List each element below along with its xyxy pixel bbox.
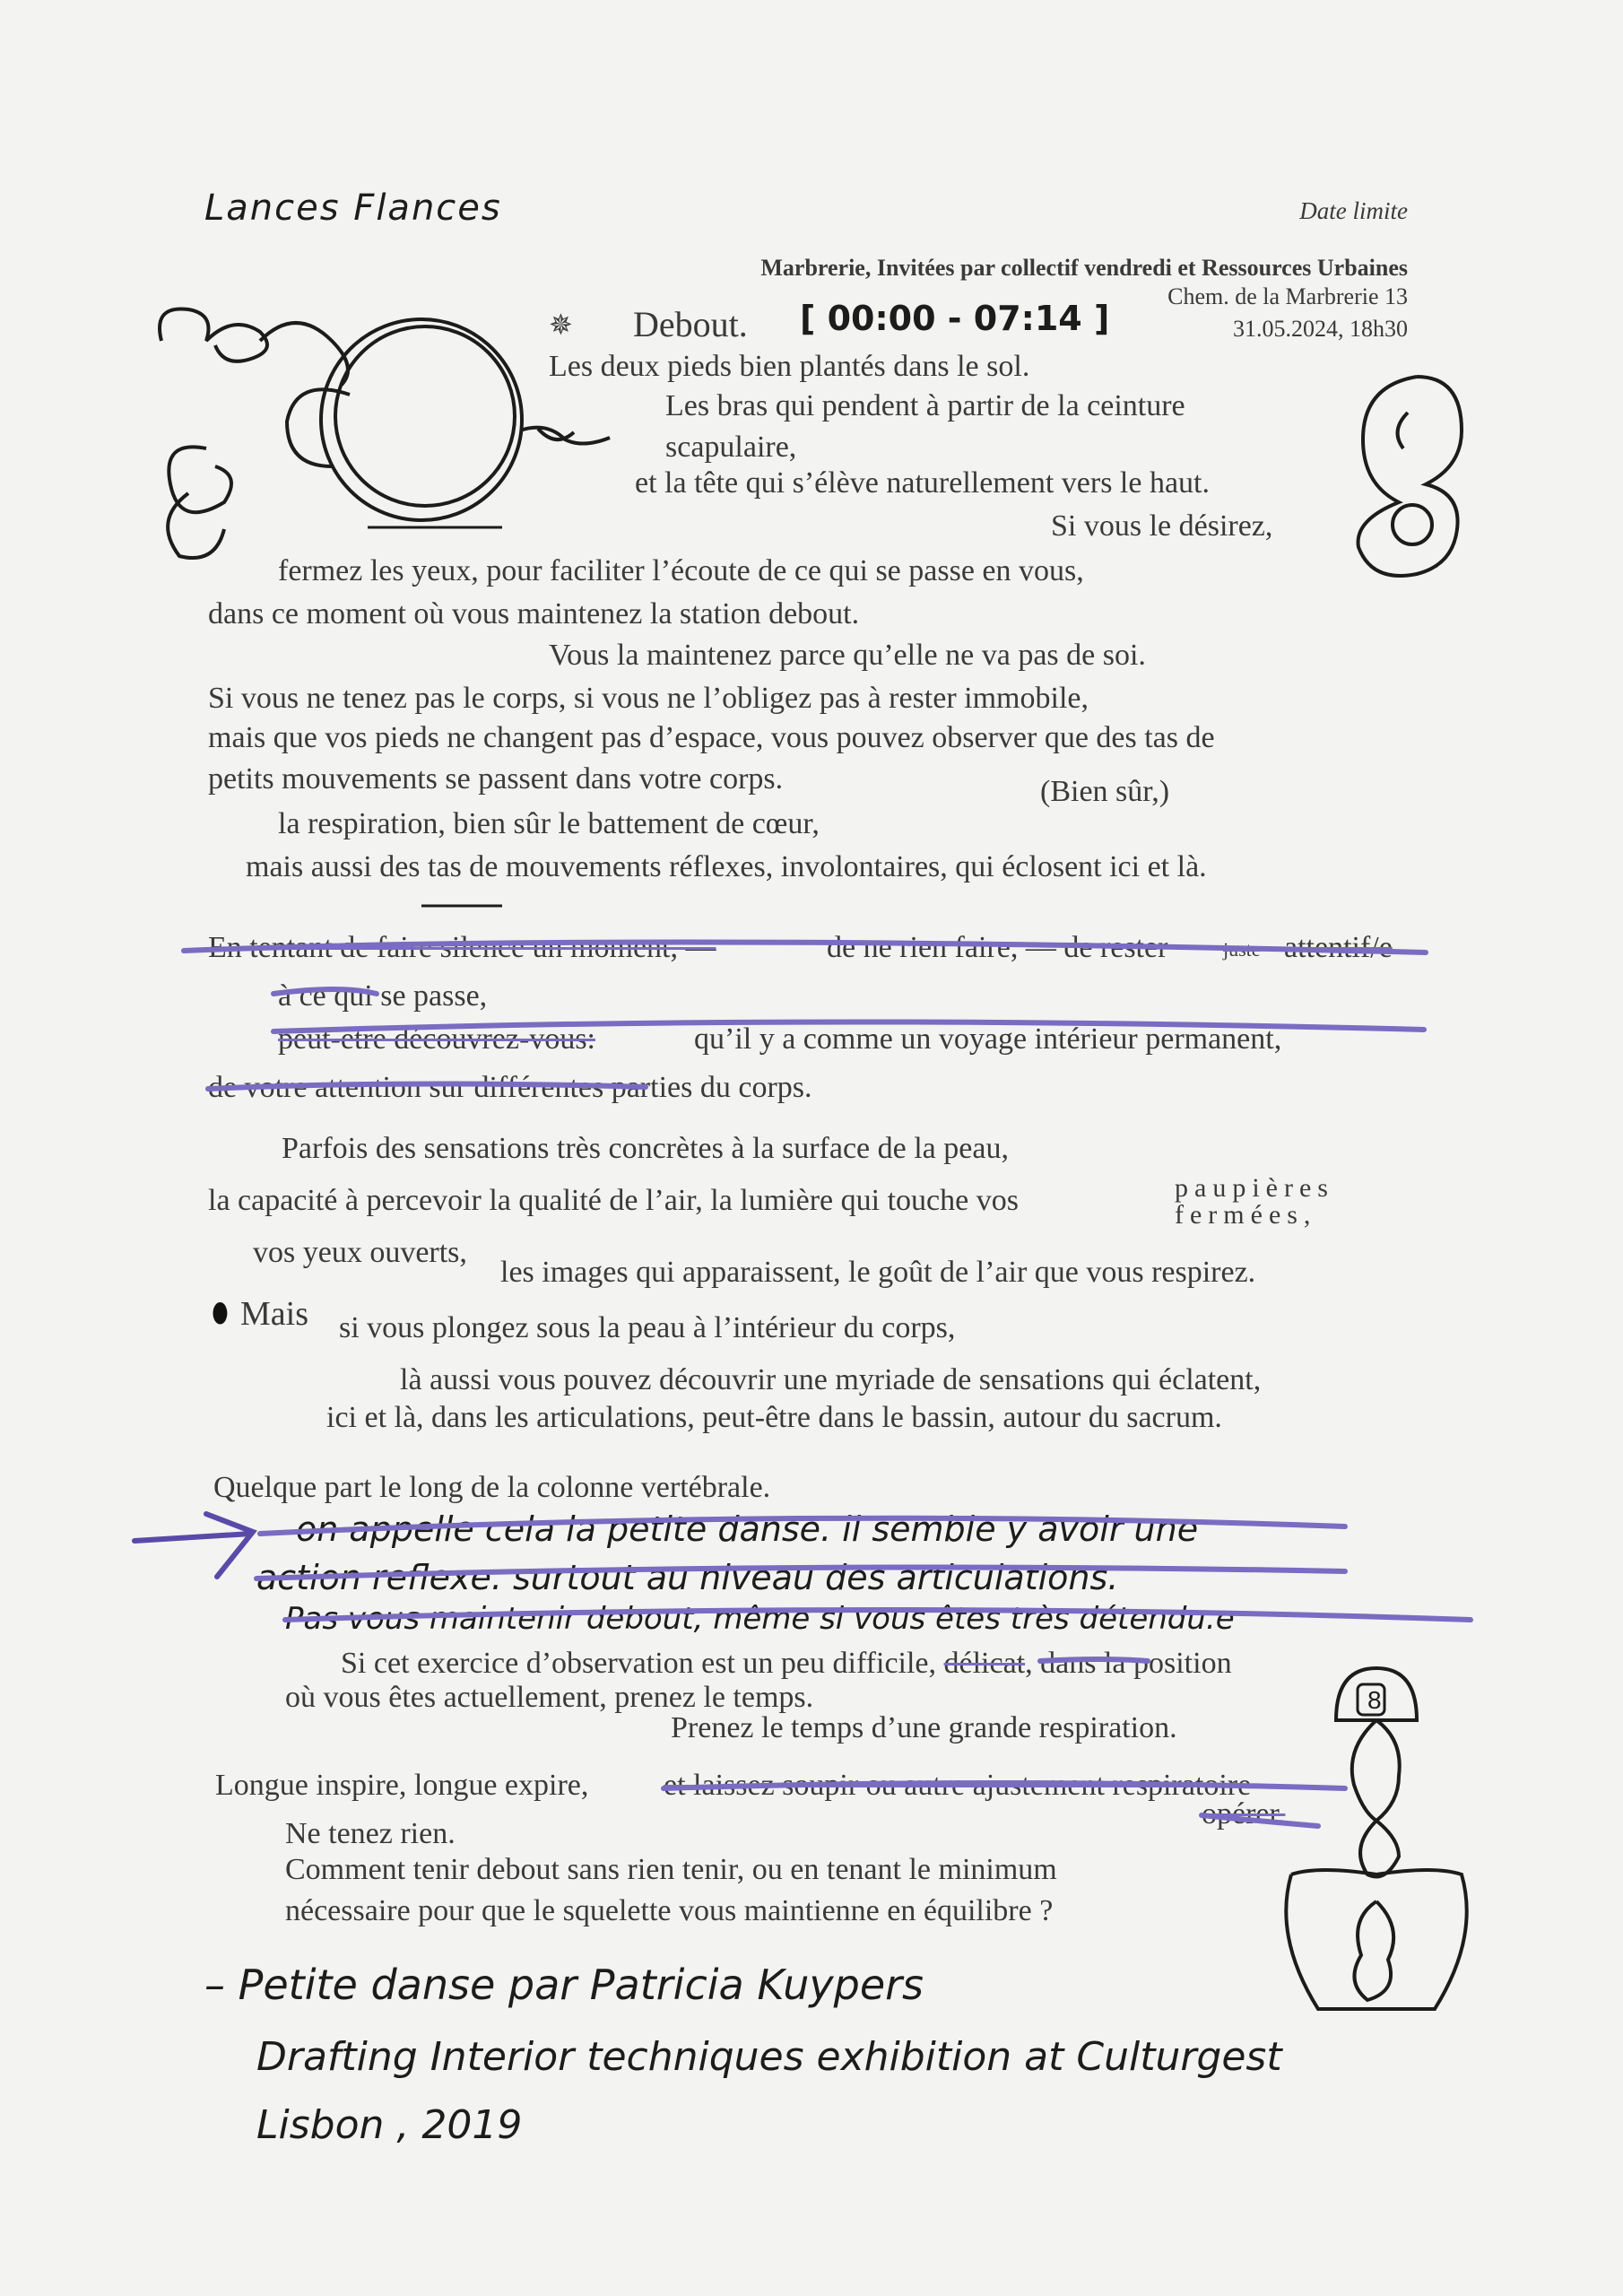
handwritten-timecode: [ 00:00 - 07:14 ] (800, 299, 1110, 338)
text-fragment: , dans la position (1025, 1647, 1232, 1680)
date-label: Date limite (1299, 197, 1408, 224)
handwritten-footer: – Petite danse par Patricia Kuypers (204, 1961, 924, 2009)
text-line: et la tête qui s’élève naturellement vers le haut. (635, 466, 1211, 500)
text-fragment: Si cet exercice d’observation est un peu difficile, (341, 1647, 937, 1680)
struck-text: juste (1223, 938, 1261, 961)
arrow-icon (135, 1514, 253, 1577)
text-line: petits mouvements se passent dans votre corps. (208, 762, 784, 796)
text-line: fermez les yeux, pour faciliter l’écoute de ce qui se passe en vous, (278, 554, 1084, 587)
spiral-icon (1358, 377, 1462, 576)
bracketed-note: (Bien sûr,) (1040, 775, 1170, 808)
text-line: Vous la maintenez parce qu’elle ne va pas de soi. (549, 639, 1146, 672)
text-line: à ce qui se passe, (278, 979, 488, 1013)
struck-text: délicat (943, 1647, 1026, 1680)
highlighter-strikes (184, 938, 1471, 1826)
text-line: les images qui apparaissent, le goût de l’air que vous respirez. (500, 1256, 1256, 1289)
handwritten-footer: Lisbon , 2019 (256, 2102, 523, 2148)
venue-line: Marbrerie, Invitées par collectif vendredi et Ressources Urbaines (760, 255, 1408, 281)
text-line: Parfois des sensations très concrètes à la surface de la peau, (282, 1132, 1009, 1165)
address-line: Chem. de la Marbrerie 13 (1167, 283, 1408, 309)
text-line: de ne rien faire, — de rester (827, 931, 1168, 964)
text-line: où vous êtes actuellement, prenez le temps. (285, 1681, 814, 1714)
text-line: Quelque part le long de la colonne vertébrale. (213, 1471, 771, 1504)
struck-text: En tentant de faire silence un moment, — (208, 931, 716, 964)
handwritten-note: action reflexe. surtout au niveau des articulations. (256, 1558, 1119, 1597)
text-line: Si vous le désirez, (1051, 509, 1273, 543)
badge-number: 8 (1367, 1686, 1382, 1714)
datetime-line: 31.05.2024, 18h30 (1233, 316, 1408, 342)
text-line: scapulaire, (665, 430, 797, 464)
text-line: Si vous ne tenez pas le corps, si vous ne l’obligez pas à rester immobile, (208, 682, 1089, 715)
text-line: de votre attention sur différentes parties du corps. (208, 1071, 812, 1104)
section-title: Debout. (633, 304, 748, 344)
text-line: là aussi vous pouvez découvrir une myriade de sensations qui éclatent, (400, 1363, 1262, 1396)
sun-icon: ✵ (549, 309, 573, 341)
text-line: Les bras qui pendent à partir de la ceinture (665, 389, 1185, 422)
handwritten-note: Pas vous maintenir debout, même si vous êtes très détendu.e (285, 1601, 1235, 1637)
text-line: nécessaire pour que le squelette vous maintienne en équilibre ? (285, 1894, 1054, 1927)
text-line: Ne tenez rien. (285, 1817, 456, 1850)
text-line: Comment tenir debout sans rien tenir, ou en tenant le minimum (285, 1853, 1057, 1886)
spaced-word: fermées, (1175, 1200, 1317, 1230)
text-line: vos yeux ouverts, (253, 1236, 467, 1269)
handwritten-note: on appelle cela la petite danse. il semble y avoir une (296, 1509, 1199, 1549)
struck-text: attentif/e (1284, 931, 1393, 964)
spaced-word: paupières (1175, 1173, 1334, 1203)
doodle-icon (160, 309, 610, 558)
skeleton-figure-icon (1286, 1668, 1466, 2009)
bullet-mark: ⬮ (212, 1299, 229, 1328)
text-line: Les deux pieds bien plantés dans le sol. (549, 350, 1030, 383)
text-line: la capacité à percevoir la qualité de l’air, la lumière qui touche vos (208, 1184, 1019, 1217)
text-line: Longue inspire, longue expire, (215, 1769, 589, 1802)
text-line: Mais (240, 1295, 308, 1333)
text-line: si vous plongez sous la peau à l’intérieur du corps, (339, 1311, 956, 1344)
text-line: ici et là, dans les articulations, peut-être dans le bassin, autour du sacrum. (326, 1401, 1222, 1434)
text-line: mais aussi des tas de mouvements réflexes, involontaires, qui éclosent ici et là. (246, 850, 1207, 883)
handwritten-footer: Drafting Interior techniques exhibition at Culturgest (256, 2034, 1282, 2080)
struck-text: et laissez soupir ou autre ajustement respiratoire (664, 1769, 1252, 1802)
text-line: la respiration, bien sûr le battement de cœur, (278, 807, 820, 840)
text-line: Prenez le temps d’une grande respiration. (671, 1711, 1177, 1744)
text-line: qu’il y a comme un voyage intérieur permanent, (694, 1022, 1282, 1056)
handwritten-scribble-title: Lances Flances (204, 187, 502, 229)
text-line: dans ce moment où vous maintenez la station debout. (208, 597, 860, 631)
text-line: mais que vos pieds ne changent pas d’espace, vous pouvez observer que des tas de (208, 721, 1215, 754)
struck-text: peut-être découvrez-vous: (278, 1022, 595, 1056)
struck-text: opérer. (1202, 1797, 1286, 1831)
